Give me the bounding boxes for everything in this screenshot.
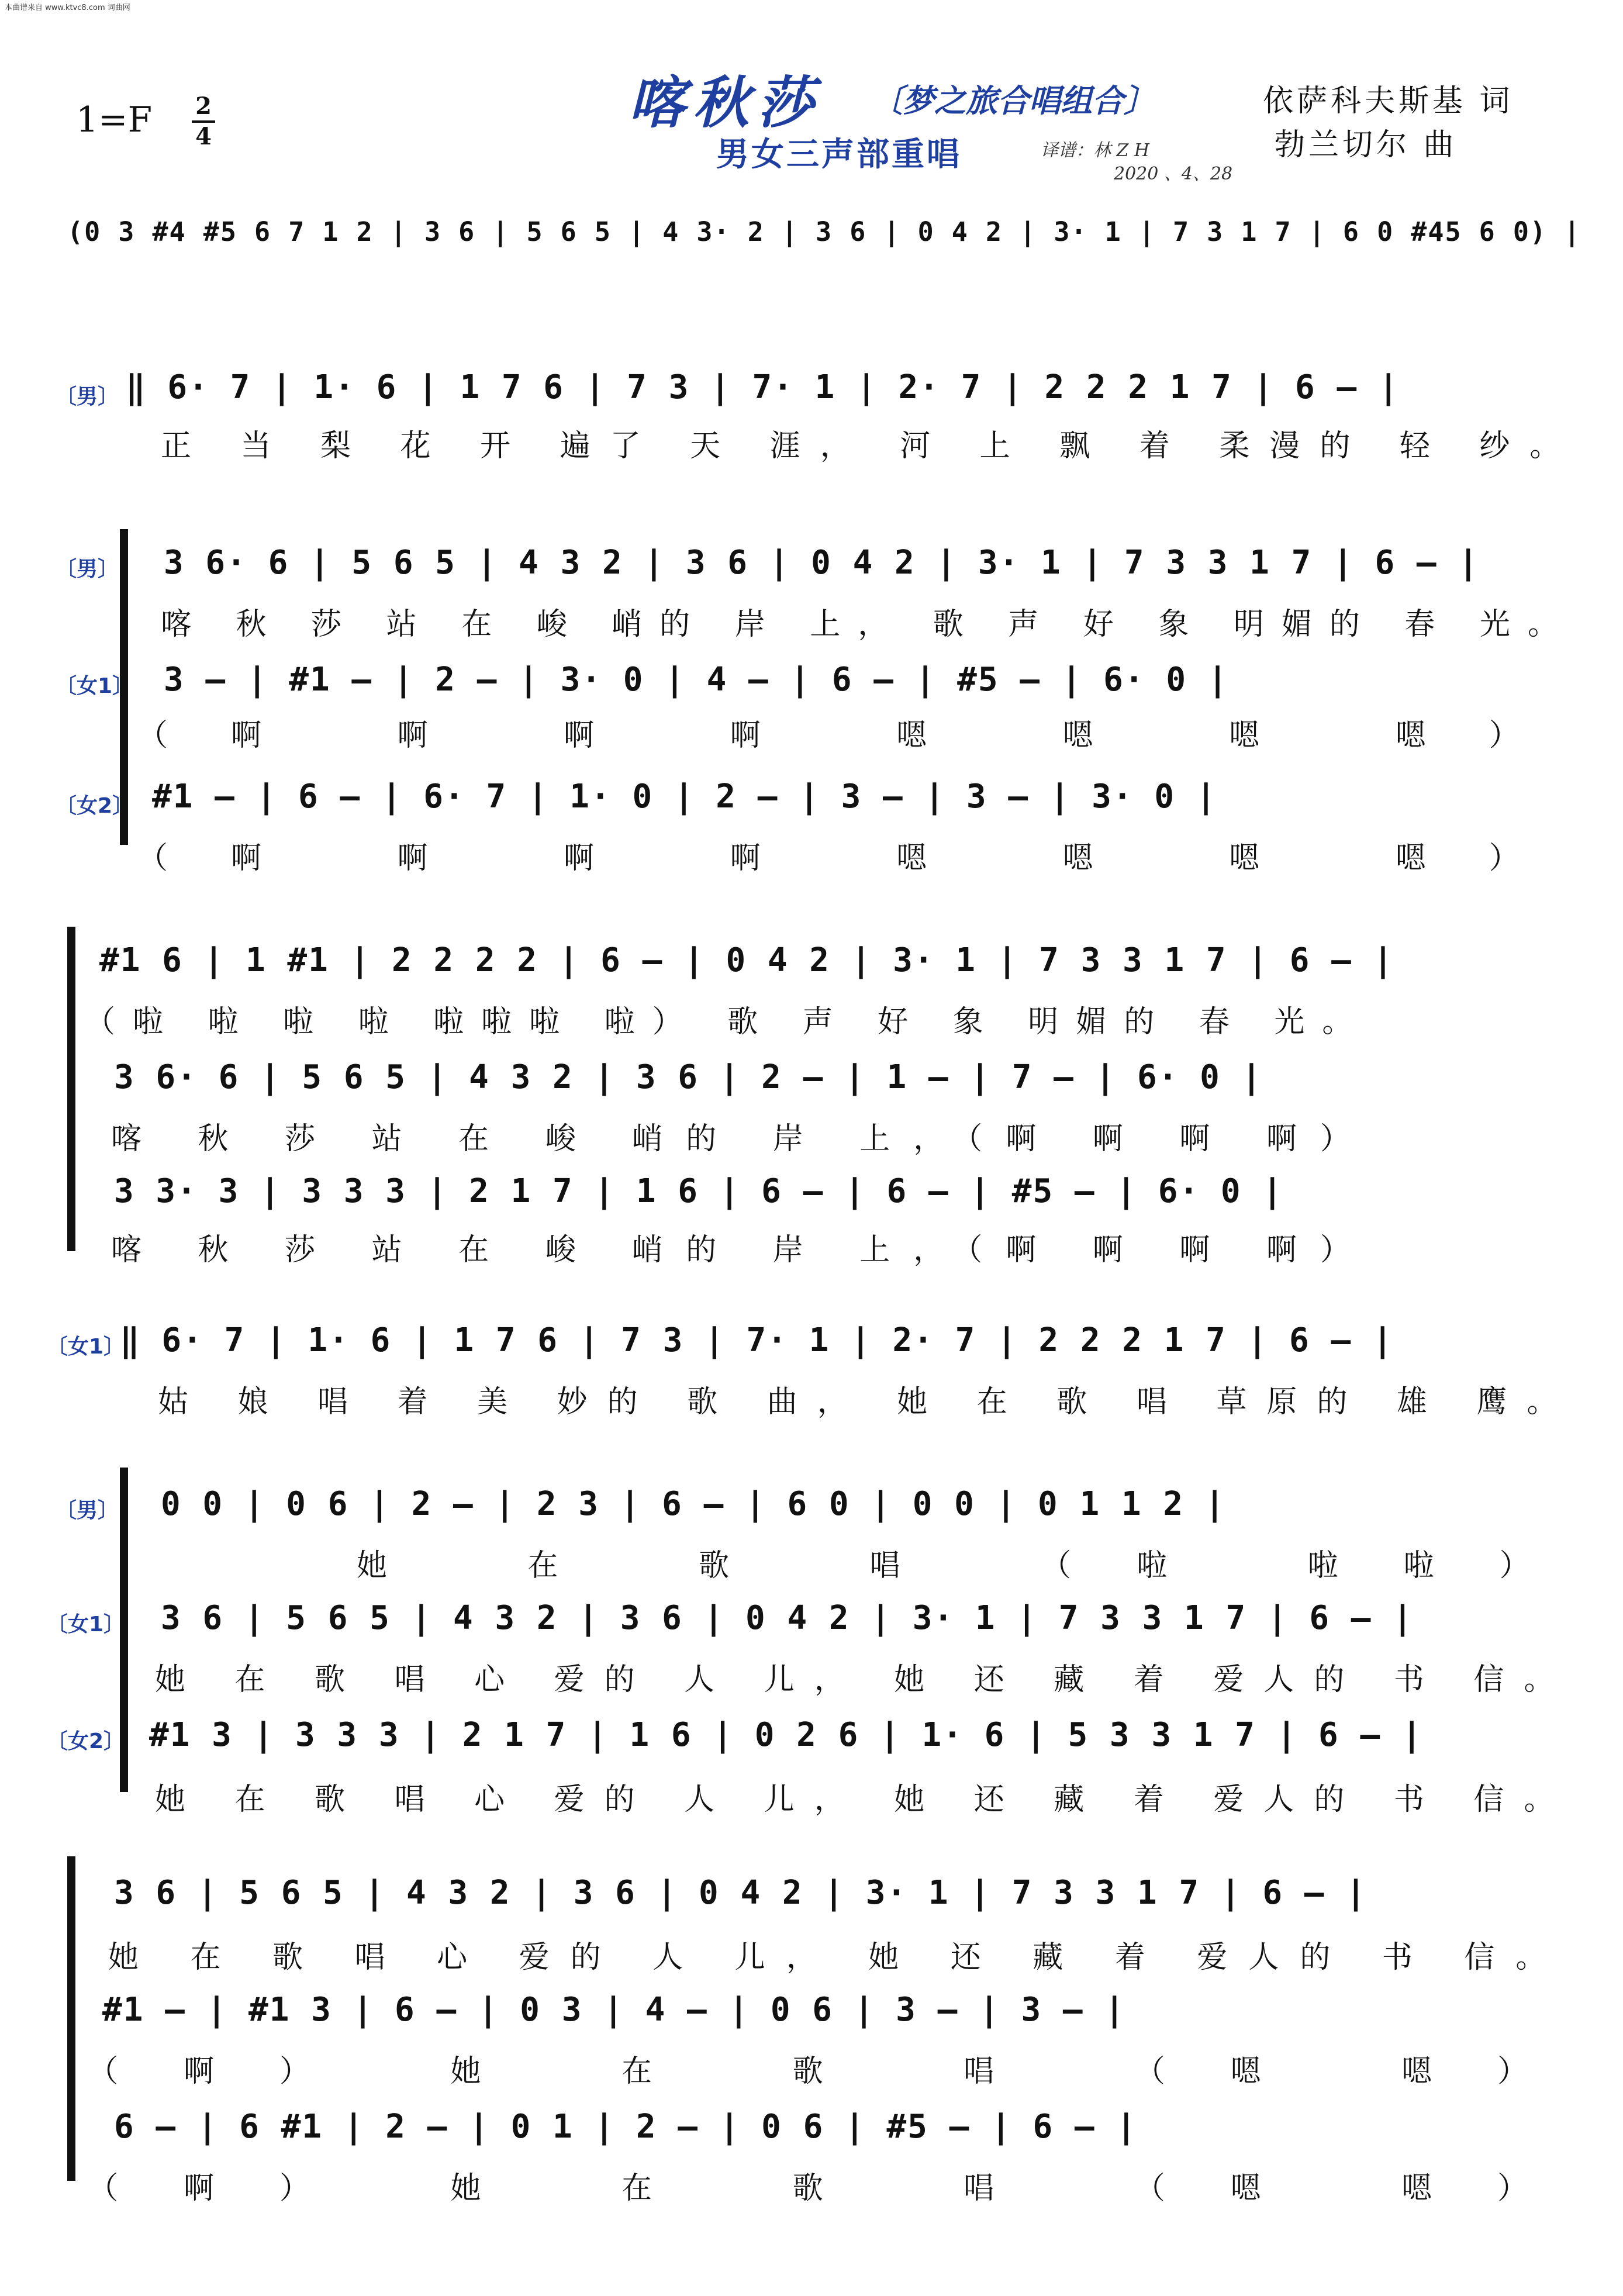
performer-group: 〔梦之旅合唱组合〕: [871, 82, 1155, 119]
part-notes: #1 6 | 1 #1 | 2 2 2 2 | 6 – | 0 4 2 | 3· 1 | 7 3 3 1 7 | 6 – |: [99, 941, 1394, 979]
female1-notes: ‖ 6· 7 | 1· 6 | 1 7 6 | 7 3 | 7· 1 | 2· 7 | 2 2 2 1 7 | 6 – |: [120, 1321, 1394, 1359]
voice-label: 〔女2〕: [56, 794, 134, 818]
female2-lyrics: 她 在 歌 唱 心 爱的 人 儿， 她 还 藏 着 爱人的 书 信。: [155, 1782, 1574, 1817]
key-signature: 1=F: [76, 99, 153, 140]
voice-label: 〔男〕: [56, 557, 119, 581]
part-notes: 3 6· 6 | 5 6 5 | 4 3 2 | 3 6 | 2 – | 1 – | 7 – | 6· 0 |: [114, 1058, 1263, 1096]
part-lyrics: 她 在 歌 唱 心 爱的 人 儿， 她 还 藏 着 爱人的 书 信。: [108, 1940, 1567, 1975]
male-notes: ‖ 6· 7 | 1· 6 | 1 7 6 | 7 3 | 7· 1 | 2· 7 | 2 2 2 1 7 | 6 – |: [126, 368, 1400, 406]
translator-credit: 译谱：林 Z H: [1041, 140, 1150, 161]
male-notes: 3 6· 6 | 5 6 5 | 4 3 2 | 3 6 | 0 4 2 | 3· 1 | 7 3 3 1 7 | 6 – |: [164, 544, 1480, 582]
part-lyrics: 喀 秋 莎 站 在 峻 峭的 岸 上，（啊 啊 啊 啊）: [111, 1121, 1374, 1156]
time-signature: [192, 94, 215, 150]
system-bracket: [67, 927, 75, 1251]
meter-top: 2: [195, 92, 212, 120]
part-notes: 3 6 | 5 6 5 | 4 3 2 | 3 6 | 0 4 2 | 3· 1 | 7 3 3 1 7 | 6 – |: [114, 1874, 1367, 1912]
female1-notes: 3 – | #1 – | 2 – | 3· 0 | 4 – | 6 – | #5 – | 6· 0 |: [164, 661, 1229, 699]
part-notes: #1 – | #1 3 | 6 – | 0 3 | 4 – | 0 6 | 3 – | 3 – |: [102, 1991, 1126, 2029]
female2-notes: #1 3 | 3 3 3 | 2 1 7 | 1 6 | 0 2 6 | 1· 6 | 5 3 3 1 7 | 6 – |: [149, 1716, 1423, 1754]
voice-label: 〔女1〕: [56, 674, 134, 698]
meter-bottom: 4: [195, 123, 212, 150]
song-subtitle: 男女三声部重唱: [716, 136, 962, 174]
lyricist-credit: 依萨科夫斯基 词: [1263, 84, 1514, 119]
male-lyrics: 喀 秋 莎 站 在 峻 峭的 岸 上， 歌 声 好 象 明媚的 春 光。: [161, 607, 1576, 642]
male-lyrics: 正 当 梨 花 开 遍了 天 涯， 河 上 飘 着 柔漫的 轻 纱。: [161, 429, 1580, 464]
transcription-date: 2020 、4、28: [1114, 164, 1233, 184]
voice-label: 〔女1〕: [47, 1335, 125, 1359]
part-notes: 3 3· 3 | 3 3 3 | 2 1 7 | 1 6 | 6 – | 6 – | #5 – | 6· 0 |: [114, 1172, 1284, 1210]
part-lyrics: （啊） 她 在 歌 唱 （嗯 嗯）: [88, 2171, 1594, 2206]
voice-label: 〔男〕: [56, 1499, 119, 1522]
voice-label: 〔男〕: [56, 385, 119, 409]
voice-label: 〔女2〕: [47, 1729, 125, 1753]
site-header: 本曲谱来自 www.ktvc8.com 词曲网: [5, 4, 130, 12]
male-notes: 0 0 | 0 6 | 2 – | 2 3 | 6 – | 6 0 | 0 0 | 0 1 1 2 |: [161, 1485, 1226, 1523]
female1-notes: 3 6 | 5 6 5 | 4 3 2 | 3 6 | 0 4 2 | 3· 1 | 7 3 3 1 7 | 6 – |: [161, 1599, 1414, 1637]
intro-notes: (0 3 #4 #5 6 7 1 2 | 3 6 | 5 6 5 | 4 3· 2 | 3 6 | 0 4 2 | 3· 1 | 7 3 1 7 | 6 0 #45 6 0) |: [67, 216, 1581, 247]
female1-lyrics: 她 在 歌 唱 心 爱的 人 儿， 她 还 藏 着 爱人的 书 信。: [155, 1662, 1574, 1697]
female2-lyrics: （啊 啊 啊 啊 嗯 嗯 嗯 嗯）: [137, 841, 1583, 876]
female1-lyrics: （啊 啊 啊 啊 嗯 嗯 嗯 嗯）: [137, 718, 1583, 753]
composer-credit: 勃兰切尔 曲: [1275, 127, 1458, 163]
part-lyrics: （啦 啦 啦 啦 啦啦啦 啦） 歌 声 好 象 明媚的 春 光。: [85, 1004, 1370, 1040]
part-notes: 6 – | 6 #1 | 2 – | 0 1 | 2 – | 0 6 | #5 – | 6 – |: [114, 2108, 1138, 2146]
female1-lyrics: 姑 娘 唱 着 美 妙的 歌 曲， 她 在 歌 唱 草原的 雄 鹰。: [158, 1384, 1577, 1420]
part-lyrics: （啊） 她 在 歌 唱 （嗯 嗯）: [88, 2054, 1594, 2089]
song-title: 喀秋莎: [629, 70, 821, 136]
male-lyrics: 她 在 歌 唱 （啦 啦啦）: [357, 1548, 1596, 1583]
system-bracket: [67, 1856, 75, 2181]
voice-label: 〔女1〕: [47, 1613, 125, 1636]
part-lyrics: 喀 秋 莎 站 在 峻 峭的 岸 上，（啊 啊 啊 啊）: [111, 1232, 1374, 1268]
female2-notes: #1 – | 6 – | 6· 7 | 1· 0 | 2 – | 3 – | 3 – | 3· 0 |: [152, 778, 1217, 816]
